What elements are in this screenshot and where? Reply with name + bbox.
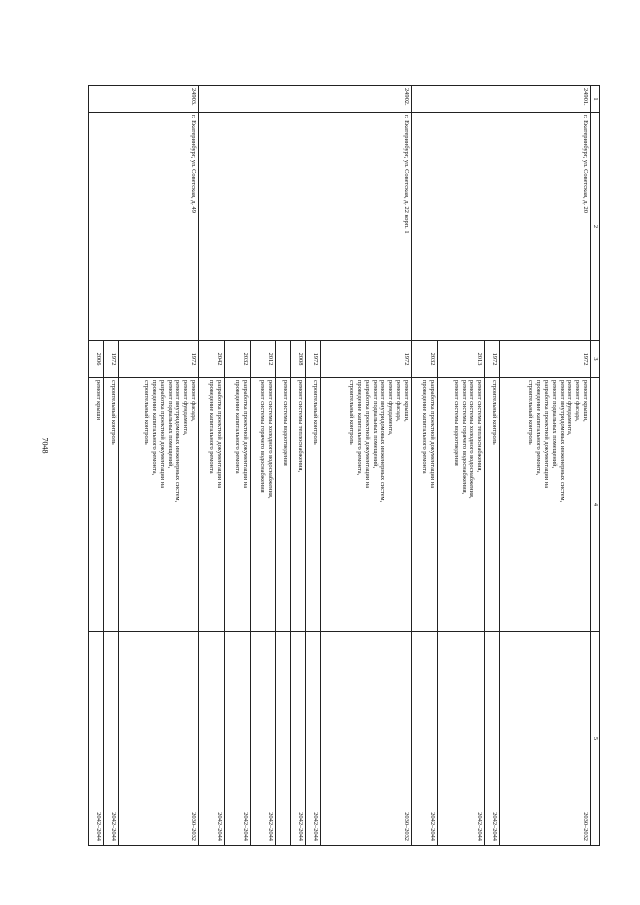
year-cell: 1972 <box>500 341 591 378</box>
work-item: разработка проектной документации на <box>158 380 166 489</box>
works-cell <box>104 378 119 632</box>
address-cell: г. Екатеринбург, ул. Советская, д. 20 <box>411 113 590 341</box>
year-cell: 1972 <box>104 341 119 378</box>
work-item: разработка проектной документации на <box>215 380 223 489</box>
works-cell <box>437 378 484 632</box>
year-cell: 1972 <box>485 341 500 378</box>
work-item: ремонт системы холодного водоснабжения, <box>267 380 275 499</box>
period-cell: 2042–2044 <box>104 632 119 846</box>
work-item: ремонт внутридомовых инженерных систем, <box>379 380 387 503</box>
work-item: ремонт фундамента, <box>182 380 190 436</box>
work-item: ремонт внутридомовых инженерных систем, <box>558 380 566 503</box>
year-cell: 2008 <box>291 341 306 378</box>
work-item: ремонт системы горячего водоснабжения, <box>460 380 468 495</box>
period-cell: 2042–2044 <box>291 632 306 846</box>
row-number-cell: 24901. <box>411 86 590 113</box>
work-item: разработка проектной документации на <box>241 380 249 489</box>
work-item: проведение капитального ремонта <box>233 380 241 474</box>
row-number-cell: 24903. <box>89 86 199 113</box>
work-item: ремонт фасада, <box>189 380 197 422</box>
work-item: разработка проектной документации на <box>363 380 371 489</box>
year-cell: 2032 <box>224 341 250 378</box>
address-cell: г. Екатеринбург, ул. Советская, д. 22 корп. 1 <box>198 113 411 341</box>
work-item: ремонт системы теплоснабжения, <box>476 380 484 473</box>
year-cell: 1972 <box>321 341 412 378</box>
works-cell <box>306 378 321 632</box>
work-item: разработка проектной документации на <box>542 380 550 489</box>
table-container <box>88 85 600 845</box>
work-item: ремонт фасада, <box>395 380 403 422</box>
header-cell-2: 2 <box>591 113 600 341</box>
period-cell: 2042–2044 <box>485 632 500 846</box>
work-item: ремонт системы горячего водоснабжения <box>259 380 267 493</box>
table-row <box>118 86 198 846</box>
work-item: проведение капитального ремонта <box>420 380 428 474</box>
period-cell: 2042–2044 <box>224 632 250 846</box>
work-item: проведение капитального ремонта, <box>535 380 543 476</box>
work-item: проведение капитального ремонта, <box>150 380 158 476</box>
year-cell: 2012 <box>250 341 276 378</box>
page-number: 7048 <box>40 437 50 454</box>
period-cell: 2042–2044 <box>89 632 104 846</box>
period-cell: 2030–2032 <box>321 632 412 846</box>
period-cell: 2042–2044 <box>306 632 321 846</box>
table-row <box>500 86 591 846</box>
repair-schedule-table <box>88 85 600 846</box>
work-item: ремонт системы холодного водоснабжения, <box>468 380 476 499</box>
works-cell <box>276 378 291 632</box>
table-body <box>89 86 591 846</box>
work-item: ремонт подвальных помещений, <box>371 380 379 469</box>
row-number-cell: 24902. <box>198 86 411 113</box>
work-item: ремонт крыши, <box>402 380 410 422</box>
work-item: ремонт системы теплоснабжения, <box>297 380 305 473</box>
work-item: строительный контроль <box>143 380 151 445</box>
work-item: ремонт крыши <box>95 380 103 421</box>
address-cell: г. Екатеринбург, ул. Советская, д. 49 <box>89 113 199 341</box>
year-cell <box>276 341 291 378</box>
work-item: строительный контроль <box>109 380 117 445</box>
work-item: ремонт крыши, <box>582 380 589 422</box>
year-cell: 2042 <box>198 341 224 378</box>
header-row <box>591 86 600 846</box>
table-row <box>321 86 412 846</box>
works-cell <box>485 378 500 632</box>
works-cell <box>500 378 591 632</box>
period-cell: 2042–2044 <box>437 632 484 846</box>
work-item: строительный контроль <box>348 380 356 445</box>
header-cell-5: 5 <box>591 632 600 846</box>
period-cell: 2030–2032 <box>500 632 591 846</box>
period-cell <box>276 632 291 846</box>
work-item: ремонт системы водоотведения <box>282 380 290 466</box>
works-cell <box>198 378 224 632</box>
work-item: строительный контроль <box>491 380 499 445</box>
work-item: проведение капитального ремонта, <box>356 380 364 476</box>
work-item: строительный контроль <box>527 380 535 445</box>
header-cell-3: 3 <box>591 341 600 378</box>
works-cell <box>291 378 306 632</box>
work-item: ремонт фундамента, <box>387 380 395 436</box>
works-cell <box>411 378 437 632</box>
works-cell <box>321 378 412 632</box>
year-cell: 1972 <box>118 341 198 378</box>
year-cell: 1972 <box>306 341 321 378</box>
work-item: разработка проектной документации на <box>428 380 436 489</box>
header-cell-4: 4 <box>591 378 600 632</box>
period-cell: 2030–2032 <box>118 632 198 846</box>
works-cell <box>118 378 198 632</box>
header-cell-1: 1 <box>591 86 600 113</box>
year-cell: 2006 <box>89 341 104 378</box>
work-item: ремонт подвальных помещений, <box>166 380 174 469</box>
work-item: строительный контроль <box>312 380 320 445</box>
year-cell: 2013 <box>437 341 484 378</box>
year-cell: 2032 <box>411 341 437 378</box>
work-item: ремонт фундамента, <box>566 380 574 436</box>
work-item: проведение капитального ремонта <box>207 380 215 474</box>
work-item: ремонт подвальных помещений, <box>550 380 558 469</box>
works-cell <box>89 378 104 632</box>
period-cell: 2042–2044 <box>250 632 276 846</box>
works-cell <box>250 378 276 632</box>
works-cell <box>224 378 250 632</box>
work-item: ремонт системы водоотведения <box>452 380 460 466</box>
period-cell: 2042–2044 <box>198 632 224 846</box>
period-cell: 2042–2044 <box>411 632 437 846</box>
work-item: ремонт внутридомовых инженерных систем, <box>174 380 182 503</box>
work-item: ремонт фасада, <box>574 380 582 422</box>
rotated-table-frame <box>88 85 600 845</box>
